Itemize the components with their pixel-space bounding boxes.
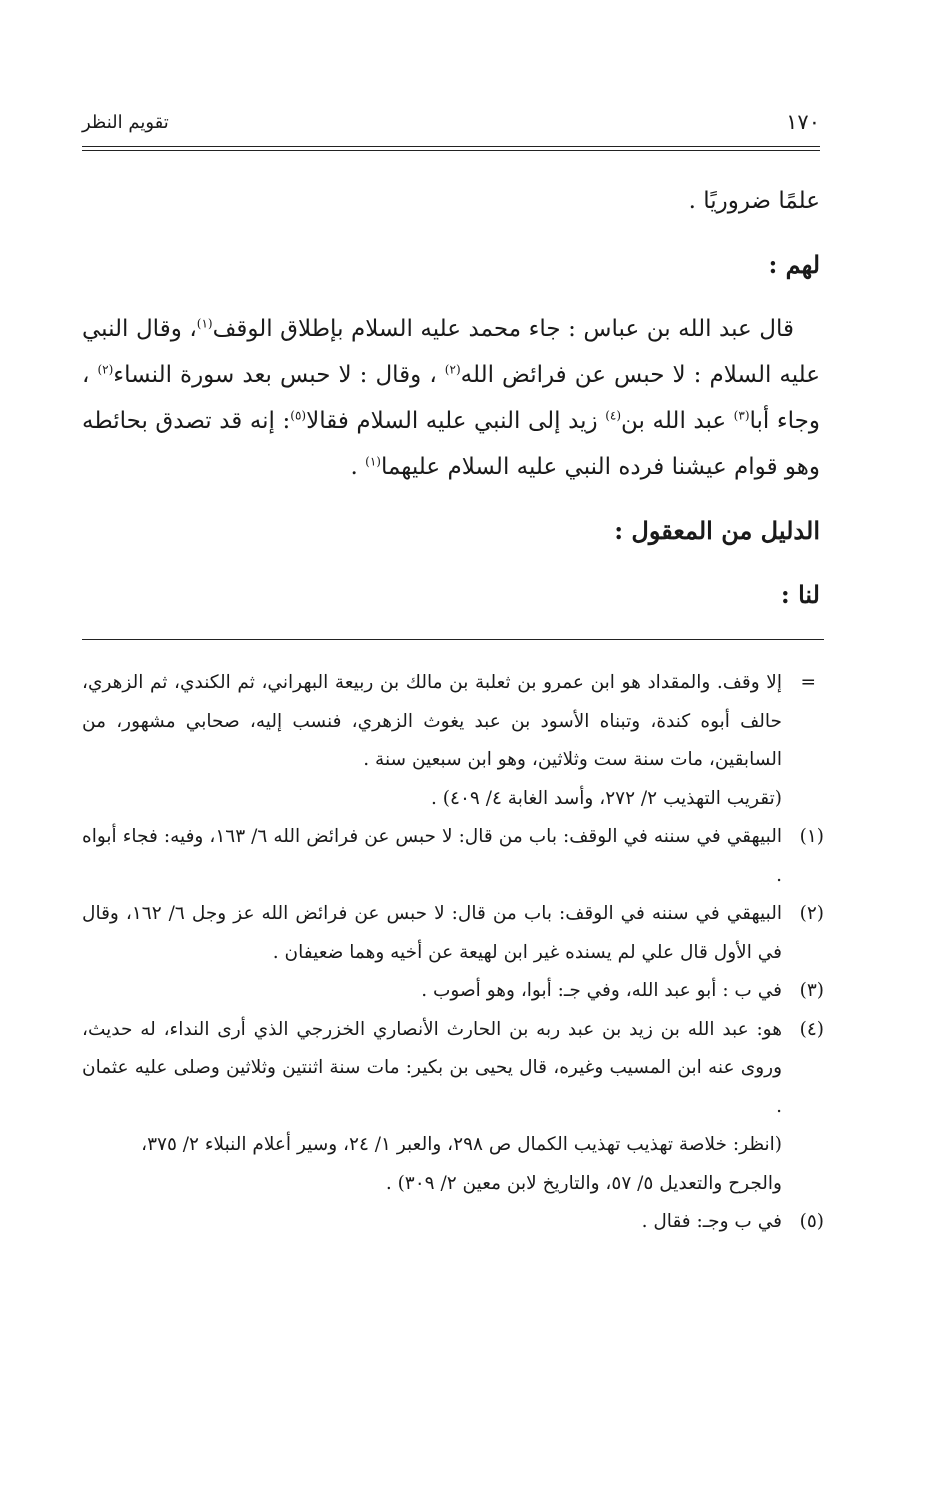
para-text: عبد الله بن: [621, 408, 734, 434]
para-text: ، وجاء أبا: [82, 362, 820, 434]
footnote-number: (٣): [799, 980, 824, 1001]
footnote-number: (٢): [799, 903, 824, 924]
footnote-continuation: [82, 664, 824, 780]
footnote-number: (٤): [799, 1018, 824, 1040]
continuation-mark: =: [800, 672, 816, 693]
footnote-ref[interactable]: (٥): [290, 408, 307, 423]
footnote-ref[interactable]: (٣): [733, 408, 750, 423]
para-text: قال عبد الله بن عباس : جاء محمد عليه السلام بإطلاق الوقف: [212, 316, 794, 342]
footnote-ref[interactable]: (١): [365, 454, 381, 469]
heading-lahum: لهم :: [768, 250, 820, 279]
running-title: تقويم النظر: [82, 112, 169, 133]
footnote-ref[interactable]: (٢): [97, 362, 114, 377]
footnote-number: (١): [799, 826, 824, 847]
para-text: زيد إلى النبي عليه السلام فقالا: [306, 408, 606, 434]
header-rule: [82, 146, 820, 147]
footnote-text: البيهقي في سننه في الوقف: باب من قال: لا حبس عن فرائض الله عز وجل ٦/ ١٦٢، وقال في الأول قال علي لم يسنده غير ابن لهيعة عن أخيه وهما ضعيفان .: [82, 903, 782, 963]
footnote-reference: (انظر: خلاصة تهذيب تهذيب الكمال ص ٢٩٨، والعبر ١/ ٢٤، وسير أعلام النبلاء ٢/ ٣٧٥، والجرح والتعديل ٥/ ٥٧، والتاريخ لابن معين ٢/ ٣٠٩) .: [141, 1134, 782, 1194]
heading-lana: لنا :: [780, 580, 820, 609]
footnote-item: [82, 818, 824, 895]
main-text: [82, 178, 820, 618]
page-header: [82, 110, 820, 146]
para-text: .: [350, 454, 366, 480]
footnote-text: هو: عبد الله بن زيد بن عبد ربه بن الحارث الأنصاري الخزرجي الذي أرى النداء، له حديث، وروى عنه ابن المسيب وغيره، قال يحيى بن بكير: مات سنة اثنتين وثلاثين وصلى عليه عثمان .: [82, 1018, 782, 1117]
body-line-continuation: علمًا ضروريًا .: [688, 188, 820, 214]
footnote-number: (٥): [799, 1211, 824, 1232]
heading-daleel: الدليل من المعقول :: [614, 516, 820, 545]
footnote-item: [82, 1011, 824, 1127]
footnote-text: البيهقي في سننه في الوقف: باب من قال: لا حبس عن فرائض الله ٦/ ١٦٣، وفيه: فجاء أبواه .: [82, 826, 782, 886]
footnote-reference: (تقريب التهذيب ٢/ ٢٧٢، وأسد الغابة ٤/ ٤٠٩) .: [431, 787, 782, 809]
footnote-separator: [82, 639, 824, 640]
footnotes: [82, 664, 824, 1242]
footnote-text: في ب وجـ: فقال .: [641, 1211, 782, 1232]
footnote-text: في ب : أبو عبد الله، وفي جـ: أبوا، وهو أصوب .: [421, 980, 782, 1001]
footnote-item: [82, 895, 824, 972]
paragraph-evidence: [82, 306, 820, 490]
header-rule-inner: [82, 150, 820, 151]
para-text: : إنه قد تصدق بحائطه وهو قوام عيشنا فرده النبي عليه السلام عليهما: [82, 408, 820, 480]
footnote-item: [82, 972, 824, 1011]
footnote-ref[interactable]: (١): [196, 316, 213, 331]
page-number: ١٧٠: [786, 110, 820, 134]
para-text: ، وقال : لا حبس بعد سورة النساء: [113, 362, 445, 388]
para-text: ، وقال النبي عليه السلام : لا حبس عن فرائض الله: [82, 316, 820, 388]
footnote-ref[interactable]: (٤): [605, 408, 622, 423]
footnote-ref[interactable]: (٢): [444, 362, 461, 377]
footnote-text: إلا وقف. والمقداد هو ابن عمرو بن ثعلبة بن مالك بن ربيعة البهراني، ثم الكندي، ثم الزهري، حالف أبوه كندة، وتبناه الأسود بن عبد يغوث الزهري، فنسب إليه، صحابي مشهور، من السابقين، مات سنة ست وثلاثين، وهو ابن سبعين سنة .: [82, 672, 782, 770]
footnote-item: [82, 1203, 824, 1242]
